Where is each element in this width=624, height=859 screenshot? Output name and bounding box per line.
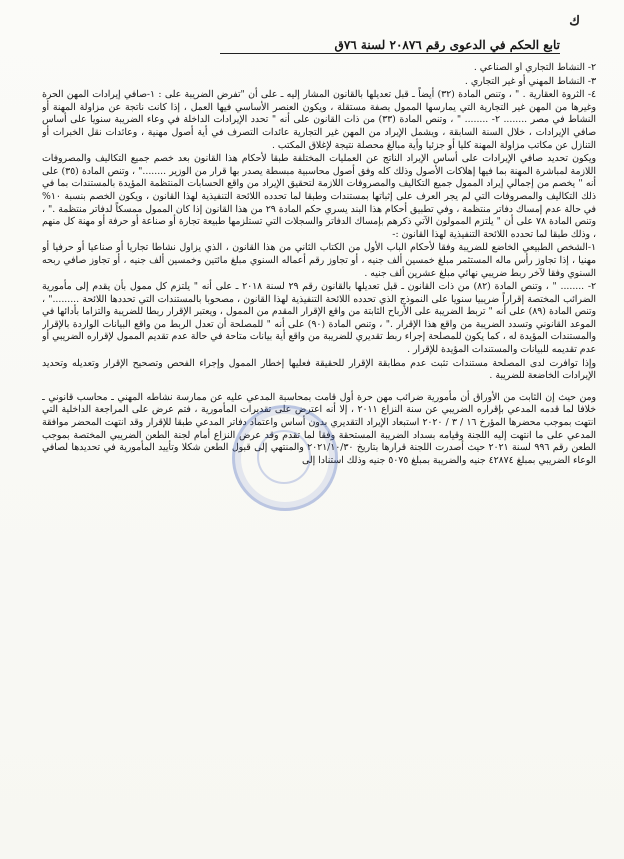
document-header: تابع الحكم في الدعوى رقم ٢٠٨٧٦ لسنة ٧٦ق <box>220 38 560 54</box>
paragraph-2: ٣- النشاط المهني أو غير التجاري . <box>464 75 596 87</box>
paragraph-3: ٤- الثروة العقارية . " ، وتنص المادة (٣٢) أيضاً ـ قبل تعديلها بالقانون المشار إليه ـ على أن "تفرض الضريبة على : ١-صافي إيرادات المهن الحرة وغيرها من المهن غير التجارية التي يمارسها الممول بصفة مستقلة ، ويكون العنصر الأساسي فيها العمل ، إذا كانت ناتجة عن مزاولة المهنة أو النشاط في مصر ........ ٢- ........ " ، وتنص المادة (٣٣) من ذات القانون على أنه " تحدد الإيرادات الداخلة في وعاء الضريبة سنويا على أساس صافي الإيرادات ، خلال السنة السابقة ، ويشمل الإيراد من المهن غير التجارية عائدات التصرف في أية أصول مهنية ، وعائدات نقل الخبرات أو التنازل عن مكاتب مزاولة المهنة كليا أو جزئيا وأية مبالغ محصلة نتيجة لإغلاق المكتب . <box>42 89 596 151</box>
paragraph-8: ومن حيث إن الثابت من الأوراق أن مأمورية ضرائب مهن حرة أول قامت بمحاسبة المدعي عليه عن ممارسة نشاطه المهني ـ محاسب قانوني ـ خلافا لما قدمه المدعي بإقراره الضريبي عن سنة النزاع ٢٠١١ ، إلا أنه اعترض على تقديرات المأمورية ، فتم عرض على المراجعة الداخلية التي انتهت بموجب محضرها المؤرخ ١٦ / ٣ / ٢٠٢٠ استبعاد الإيراد التقديري بدون أساس واعتماد دفاتر المدعي طبقا للإقرار وقد انتهت المحضر موافقة المدعي على ما انتهت إليه اللجنة وقيامه بسداد الضريبة المستحقة وفقا لما تقدم وقد عرض النزاع أمام لجنة الطعن الضريبي المختصة بموجب الطعن رقم ٩٩٦ لسنة ٢٠٢١ حيث أصدرت اللجنة قرارها بتاريخ ٢٠٢١/١٠/٣٠ والمنتهي إلى قبول الطعن شكلا وتأييد المأمورية في تحديدها لصافي الوعاء الضريبي بمبلغ ٤٢٨٧٤ جنيه والضريبة بمبلغ ٥٠٧٥ جنيه وذلك استنادا إلى <box>42 391 596 466</box>
paragraph-4: ويكون تحديد صافي الإيرادات على أساس الإيراد الناتج عن العمليات المختلفة طبقا لأحكام هذا القانون بعد خصم جميع التكاليف والمصروفات اللازمة لمباشرة المهنة بما فيها إهلاكات الأصول وذلك كله وفق أصول محاسبية مبسطة يصدر بها قرار من الوزير ........" ، وتنص المادة (٣٥) على أنه " يخصم من إجمالي إيراد الممول جميع التكاليف والمصروفات اللازمة لتحقيق الإيراد من واقع الحسابات المنتظمة المؤيدة بالمستندات بما في ذلك التكاليف والمصروفات التي لم يجر العرف على إثباتها بمستندات وطبقا لما تحدده اللائحة التنفيذية لهذا القانون ، ويكون الخصم بنسبة ١٠% في حالة عدم إمساك دفاتر منتظمة ، وفي تطبيق أحكام هذا البند يسري حكم المادة ٢٩ من هذا القانون إذا كان الممول ممسكاً لدفاتر منتظمة ." ، وتنص المادة ٧٨ على أن " يلتزم الممولون الآتي ذكرهم بإمساك الدفاتر والسجلات التي تستلزمها طبيعة تجارة أو صناعة أو حرفة أو مهنة كل منهم ، وذلك طبقا لما تحدده اللائحة التنفيذية لهذا القانون :- <box>42 153 596 240</box>
paragraph-7: وإذا توافرت لدى المصلحة مستندات تثبت عدم مطابقة الإقرار للحقيقة فعليها إخطار الممول وإجراء الفحص وتصحيح الإقرار وتعديله وتحديد الإيرادات الخاضعة للضريبة . <box>42 357 596 382</box>
section-gap <box>42 384 596 392</box>
paragraph-6: ٢- ........ " ، وتنص المادة (٨٢) من ذات القانون ـ قبل تعديلها بالقانون رقم ٢٩ لسنة ٢٠١٨ ـ على أنه " يلتزم كل ممول بأن يقدم إلى مأمورية الضرائب المختصة إقراراً ضريبيا سنويا على النموذج الذي تحدده اللائحة التنفيذية لهذا القانون ، مصحوبا بالمستندات التي تحددها اللائحة ........." ، وتنص المادة (٨٩) على أنه " تربط الضريبة على الأرباح الثابتة من واقع الإقرار المقدم من الممول ، ويعتبر الإقرار ربطا للضريبة والتزاما بأدائها في الموعد القانوني وتسدد الضريبة من واقع هذا الإقرار ." ، وتنص المادة (٩٠) على أنه " للمصلحة أن تعدل الربط من واقع البيانات الواردة بالإقرار والمستندات المؤيدة له ، كما يكون للمصلحة إجراء ربط تقديري للضريبة من واقع أية بيانات متاحة في حالة عدم تقديم الممول لإقراره الضريبي أو عدم تقديمه للبيانات والمستندات المؤيدة للإقرار . <box>42 281 596 356</box>
corner-mark: ﻙ <box>569 14 580 29</box>
paragraph-1: ٢- النشاط التجاري أو الصناعي . <box>473 62 596 73</box>
paragraph-5: ١-الشخص الطبيعي الخاضع للضريبة وفقا لأحكام الباب الأول من الكتاب الثاني من هذا القانون ، الذي يزاول نشاطا تجاريا أو صناعيا أو حرفيا أو مهنيا ، إذا تجاوز رأس ماله المستثمر مبلغ خمسين ألف جنيه ، أو تجاوز رقم أعماله السنوي مبلغ مائتين وخمسين ألف جنيه ، أو تجاوز صافي ربحه السنوي وفقا لآخر ربط ضريبي نهائي مبلغ عشرين ألف جنيه . <box>42 242 596 279</box>
document-body <box>42 62 596 847</box>
